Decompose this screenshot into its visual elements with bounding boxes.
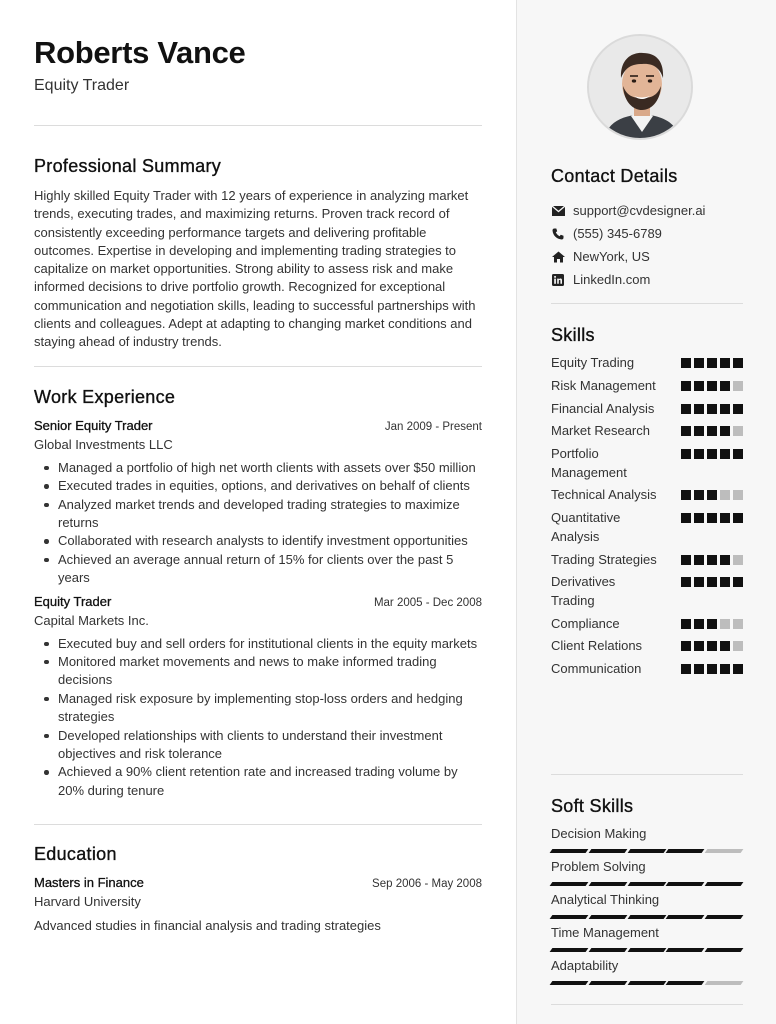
envelope-icon bbox=[551, 204, 565, 218]
skill-level-indicator bbox=[681, 490, 743, 500]
skill-level-square bbox=[681, 449, 691, 459]
skill-level-square bbox=[694, 664, 704, 674]
soft-skill-level-bar bbox=[627, 948, 666, 952]
skill-level-square bbox=[694, 619, 704, 629]
soft-skill-level-bar bbox=[588, 882, 627, 886]
soft-skill-level-bar bbox=[588, 948, 627, 952]
soft-skill-level-bar bbox=[550, 948, 589, 952]
skill-name: Portfolio Management bbox=[551, 446, 627, 480]
linkedin-icon bbox=[551, 273, 565, 287]
skill-level-square bbox=[733, 513, 743, 523]
skill-level-square bbox=[707, 619, 717, 629]
bullet-item: Executed trades in equities, options, and derivatives on behalf of clients bbox=[34, 477, 482, 495]
skill-level-square bbox=[733, 664, 743, 674]
skill-level-square bbox=[681, 381, 691, 391]
skill-level-square bbox=[733, 577, 743, 587]
skill-level-square bbox=[720, 490, 730, 500]
skills-list bbox=[551, 354, 743, 683]
degree-title: Masters in Finance bbox=[34, 874, 144, 890]
education-entry bbox=[34, 875, 482, 935]
skill-name: Equity Trading bbox=[551, 355, 635, 370]
soft-skill-level-bar bbox=[588, 915, 627, 919]
bullet-item: Achieved an average annual return of 15% for clients over the past 5 years bbox=[34, 551, 482, 588]
skill-row bbox=[551, 422, 743, 441]
skill-name: Technical Analysis bbox=[551, 487, 657, 503]
bullet-item: Monitored market movements and news to make informed trading decisions bbox=[34, 653, 482, 690]
skill-level-indicator bbox=[681, 577, 743, 587]
skill-level-square bbox=[720, 641, 730, 651]
skill-level-square bbox=[733, 381, 743, 391]
skill-level-square bbox=[681, 358, 691, 368]
candidate-role: Equity Trader bbox=[34, 77, 130, 94]
soft-skill-level-indicator bbox=[551, 981, 743, 985]
skill-level-square bbox=[694, 641, 704, 651]
soft-skill-level-indicator bbox=[551, 915, 743, 919]
skill-level-square bbox=[720, 404, 730, 414]
skill-level-square bbox=[694, 577, 704, 587]
bullet-item: Achieved a 90% client retention rate and increased trading volume by 20% during tenure bbox=[34, 763, 482, 800]
job-date: Mar 2005 - Dec 2008 bbox=[373, 596, 482, 609]
soft-skill-level-bar bbox=[705, 915, 744, 919]
skill-level-square bbox=[720, 358, 730, 368]
skill-level-indicator bbox=[681, 358, 743, 368]
divider bbox=[34, 824, 482, 825]
contact-heading: Contact Details bbox=[551, 166, 678, 186]
contact-email-text: support@cvdesigner.ai bbox=[573, 203, 706, 218]
contact-phone[interactable] bbox=[551, 222, 743, 245]
skill-name: Financial Analysis bbox=[551, 400, 655, 416]
soft-skill-level-bar bbox=[705, 849, 744, 853]
skill-name: Compliance bbox=[551, 615, 620, 631]
skill-level-indicator bbox=[681, 426, 743, 436]
skill-level-square bbox=[707, 577, 717, 587]
soft-skill-level-bar bbox=[550, 915, 589, 919]
skill-level-square bbox=[707, 381, 717, 391]
soft-skill-level-bar bbox=[705, 981, 744, 985]
skill-level-square bbox=[681, 577, 691, 587]
soft-skill-name: Adaptability bbox=[551, 958, 619, 973]
divider bbox=[34, 125, 482, 126]
skill-level-square bbox=[733, 555, 743, 565]
bullet-item: Managed a portfolio of high net worth clients with assets over $50 million bbox=[34, 459, 482, 477]
soft-skill-level-bar bbox=[705, 882, 744, 886]
skill-level-square bbox=[707, 358, 717, 368]
soft-skill-level-bar bbox=[627, 915, 666, 919]
contact-linkedin-text: LinkedIn.com bbox=[573, 272, 651, 287]
skill-level-square bbox=[681, 619, 691, 629]
skill-level-square bbox=[707, 555, 717, 565]
skill-row bbox=[551, 551, 743, 570]
home-icon bbox=[551, 250, 565, 264]
skill-name: Client Relations bbox=[551, 638, 643, 654]
skill-level-square bbox=[694, 426, 704, 436]
skill-level-square bbox=[707, 664, 717, 674]
skill-level-indicator bbox=[681, 555, 743, 565]
skill-level-square bbox=[707, 404, 717, 414]
skill-level-indicator bbox=[681, 619, 743, 629]
skill-level-square bbox=[681, 404, 691, 414]
skill-level-square bbox=[694, 490, 704, 500]
skill-row bbox=[551, 637, 743, 656]
skill-level-square bbox=[733, 426, 743, 436]
summary-heading: Professional Summary bbox=[34, 156, 222, 176]
skill-level-square bbox=[733, 404, 743, 414]
contact-list bbox=[551, 199, 743, 291]
bullet-item: Managed risk exposure by implementing stop-loss orders and hedging strategies bbox=[34, 690, 482, 727]
skill-level-square bbox=[681, 664, 691, 674]
soft-skill-level-bar bbox=[627, 981, 666, 985]
contact-email[interactable] bbox=[551, 199, 743, 222]
skill-name: Trading Strategies bbox=[551, 551, 657, 567]
job-title: Senior Equity Trader bbox=[34, 417, 153, 433]
job-bullets bbox=[34, 635, 482, 800]
job-entry bbox=[34, 418, 482, 588]
skill-level-square bbox=[733, 449, 743, 459]
skill-level-square bbox=[694, 358, 704, 368]
skill-level-square bbox=[681, 513, 691, 523]
job-company: Capital Markets Inc. bbox=[34, 612, 149, 628]
skill-level-square bbox=[733, 619, 743, 629]
skill-level-square bbox=[733, 358, 743, 368]
bullet-item: Executed buy and sell orders for institutional clients in the equity markets bbox=[34, 635, 482, 653]
soft-skill-level-bar bbox=[666, 882, 705, 886]
job-bullets bbox=[34, 459, 482, 588]
contact-location-text: NewYork, US bbox=[573, 249, 650, 264]
contact-linkedin[interactable] bbox=[551, 268, 743, 291]
skill-level-square bbox=[707, 490, 717, 500]
skill-row bbox=[551, 615, 743, 634]
skill-row bbox=[551, 445, 743, 482]
skill-level-square bbox=[720, 426, 730, 436]
skill-level-square bbox=[707, 449, 717, 459]
soft-skill-level-indicator bbox=[551, 882, 743, 886]
soft-skill-name: Problem Solving bbox=[551, 859, 646, 874]
skill-row bbox=[551, 660, 743, 679]
soft-skill-level-bar bbox=[588, 849, 627, 853]
soft-skill-level-bar bbox=[666, 915, 705, 919]
skill-row bbox=[551, 400, 743, 419]
soft-skills-heading: Soft Skills bbox=[551, 796, 634, 816]
soft-skill-item bbox=[551, 859, 743, 892]
skill-level-square bbox=[694, 513, 704, 523]
soft-skill-level-bar bbox=[666, 948, 705, 952]
skill-level-indicator bbox=[681, 513, 743, 523]
bullet-item: Analyzed market trends and developed trading strategies to maximize returns bbox=[34, 496, 482, 533]
skill-level-square bbox=[733, 490, 743, 500]
skills-heading: Skills bbox=[551, 325, 595, 345]
skill-level-square bbox=[720, 664, 730, 674]
soft-skill-name: Time Management bbox=[551, 925, 659, 940]
skill-level-square bbox=[720, 381, 730, 391]
skill-row bbox=[551, 354, 743, 373]
soft-skill-level-bar bbox=[666, 849, 705, 853]
skill-level-square bbox=[733, 641, 743, 651]
candidate-name: Roberts Vance bbox=[34, 35, 246, 70]
soft-skill-item bbox=[551, 826, 743, 859]
soft-skill-item bbox=[551, 892, 743, 925]
education-date: Sep 2006 - May 2008 bbox=[372, 877, 482, 890]
soft-skill-item bbox=[551, 958, 743, 991]
contact-location bbox=[551, 245, 743, 268]
skill-level-square bbox=[707, 426, 717, 436]
profile-photo bbox=[587, 34, 693, 140]
skill-name: Quantitative Analysis bbox=[551, 510, 621, 544]
soft-skill-name: Analytical Thinking bbox=[551, 892, 660, 907]
soft-skill-level-indicator bbox=[551, 948, 743, 952]
school-name: Harvard University bbox=[34, 893, 141, 909]
skill-level-square bbox=[694, 555, 704, 565]
education-heading: Education bbox=[34, 843, 117, 864]
skill-level-square bbox=[720, 555, 730, 565]
job-entry bbox=[34, 594, 482, 800]
soft-skill-level-bar bbox=[550, 981, 589, 985]
soft-skill-level-bar bbox=[666, 981, 705, 985]
soft-skill-name: Decision Making bbox=[551, 826, 647, 841]
soft-skill-level-bar bbox=[550, 882, 589, 886]
skill-level-indicator bbox=[681, 664, 743, 674]
soft-skill-item bbox=[551, 925, 743, 958]
skill-name: Risk Management bbox=[551, 377, 656, 393]
skill-level-indicator bbox=[681, 449, 743, 459]
divider bbox=[551, 774, 743, 775]
education-description: Advanced studies in financial analysis and trading strategies bbox=[34, 917, 381, 933]
skill-level-square bbox=[681, 641, 691, 651]
soft-skill-level-bar bbox=[550, 849, 589, 853]
contact-phone-text: (555) 345-6789 bbox=[573, 226, 662, 241]
skill-level-square bbox=[681, 426, 691, 436]
divider bbox=[551, 303, 743, 304]
bullet-item: Developed relationships with clients to understand their investment objectives and risk tolerance bbox=[34, 727, 482, 764]
summary-text: Highly skilled Equity Trader with 12 years of experience in analyzing market trends, executing trades, and maximizing returns. Proven track record of consistently exceeding performance targets and delivering profitable outcomes. Expertise in developing and implementing trading strategies to capitalize on market opportunities. Strong ability to assess risk and make informed decisions to drive portfolio growth. Recognized for exceptional communication and negotiation skills, leading to successful partnerships with clients and colleagues. Adept at adapting to changing market conditions and staying ahead of industry trends. bbox=[34, 188, 476, 350]
phone-icon bbox=[551, 227, 565, 241]
divider bbox=[551, 1004, 743, 1005]
bullet-item: Collaborated with research analysts to identify investment opportunities bbox=[34, 532, 482, 550]
skill-row bbox=[551, 573, 743, 610]
soft-skill-level-bar bbox=[627, 882, 666, 886]
skill-level-square bbox=[681, 555, 691, 565]
skill-name: Derivatives Trading bbox=[551, 574, 616, 608]
job-company: Global Investments LLC bbox=[34, 436, 173, 452]
skill-level-indicator bbox=[681, 381, 743, 391]
skill-level-indicator bbox=[681, 641, 743, 651]
soft-skill-level-indicator bbox=[551, 849, 743, 853]
divider bbox=[34, 366, 482, 367]
skill-level-square bbox=[694, 449, 704, 459]
work-heading: Work Experience bbox=[34, 386, 176, 407]
skill-level-square bbox=[720, 449, 730, 459]
skill-row bbox=[551, 486, 743, 505]
job-title: Equity Trader bbox=[34, 593, 112, 609]
skill-level-square bbox=[720, 513, 730, 523]
soft-skills-list bbox=[551, 826, 743, 991]
skill-name: Market Research bbox=[551, 423, 650, 439]
skill-row bbox=[551, 377, 743, 396]
skill-level-square bbox=[694, 404, 704, 414]
skill-name: Communication bbox=[551, 661, 642, 677]
skill-level-square bbox=[707, 641, 717, 651]
skill-level-square bbox=[720, 577, 730, 587]
skill-level-square bbox=[720, 619, 730, 629]
skill-row bbox=[551, 509, 743, 546]
soft-skill-level-bar bbox=[627, 849, 666, 853]
soft-skill-level-bar bbox=[588, 981, 627, 985]
skill-level-square bbox=[694, 381, 704, 391]
job-date: Jan 2009 - Present bbox=[384, 420, 482, 433]
soft-skill-level-bar bbox=[705, 948, 744, 952]
skill-level-indicator bbox=[681, 404, 743, 414]
skill-level-square bbox=[707, 513, 717, 523]
sidebar bbox=[516, 0, 776, 1024]
skill-level-square bbox=[681, 490, 691, 500]
